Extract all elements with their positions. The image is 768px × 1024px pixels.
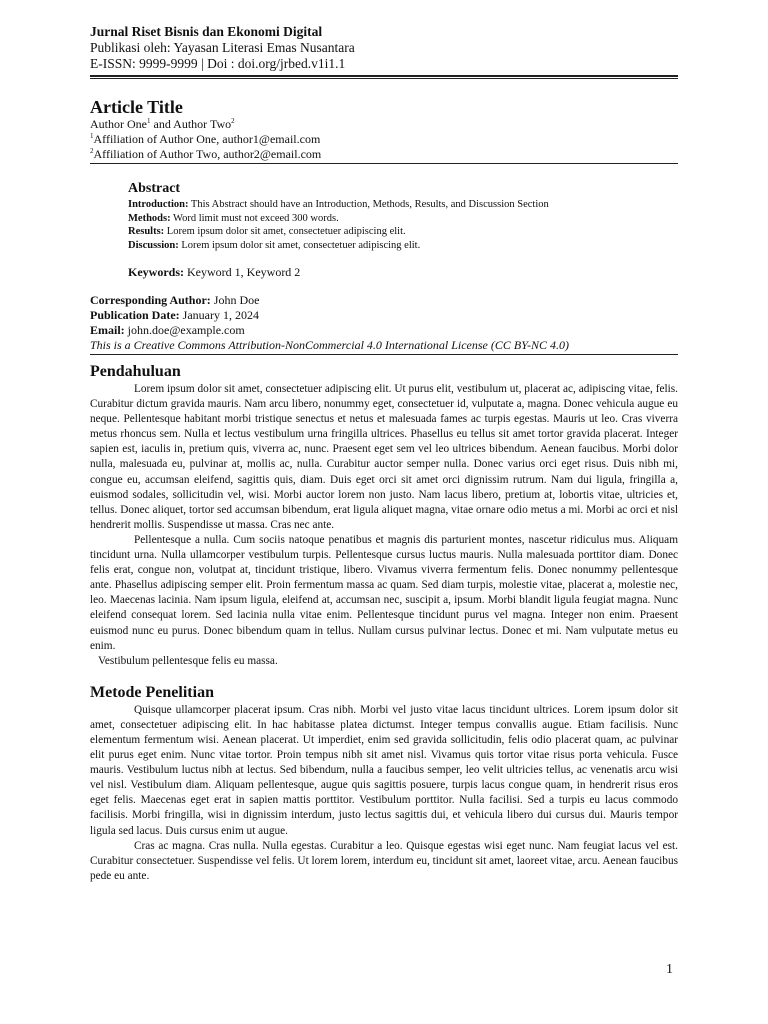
- aff2-text: Affiliation of Author Two, author2@email.com: [93, 147, 322, 161]
- aff2-sup: 2: [90, 147, 94, 155]
- methods-label: Methods:: [128, 212, 171, 224]
- discussion-text: Lorem ipsum dolor sit amet, consectetuer adipiscing elit.: [178, 239, 421, 251]
- email-label: Email:: [90, 323, 125, 337]
- affiliation-two: [90, 147, 678, 162]
- header-divider: [90, 75, 678, 79]
- publisher-line: Publikasi oleh: Yayasan Literasi Emas Nusantara: [90, 40, 355, 55]
- paragraph: Pellentesque a nulla. Cum sociis natoque penatibus et magnis dis parturient montes, nascetur ridiculus mus. Aliquam tincidunt urna. Nulla ullamcorper vestibulum turpis. Pellentesque cursus luctus mauris. Nulla malesuada porttitor diam. Donec felis erat, congue non, volutpat at, tincidunt tristique, libero. Vivamus viverra fermentum felis. Donec nonummy pellentesque ante. Phasellus adipiscing semper elit. Proin fermentum massa ac quam. Sed diam turpis, molestie vitae, placerat a, molestie nec, leo. Maecenas lacinia. Nam ipsum ligula, eleifend at, accumsan nec, suscipit a, ipsum. Morbi blandit ligula feugiat magna. Nunc eleifend consequat lorem. Sed lacinia nulla vitae enim. Pellentesque tincidunt purus vel magna. Integer non enim. Praesent euismod nunc eu purus. Donec bibendum quam in tellus. Nullam cursus pulvinar lectus. Donec et mi. Nam vulputate metus eu enim.: [90, 533, 678, 652]
- journal-header: [90, 24, 678, 79]
- abstract-discussion: [128, 239, 668, 253]
- meta-divider: [90, 354, 678, 355]
- methods-text: Word limit must not exceed 300 words.: [170, 212, 339, 224]
- author-two-sup: 2: [231, 117, 235, 125]
- license-line: This is a Creative Commons Attribution-NonCommercial 4.0 International License (CC BY-NC 4.0): [90, 338, 569, 352]
- author-one-sup: 1: [147, 117, 151, 125]
- paragraph: Lorem ipsum dolor sit amet, consectetuer adipiscing elit. Ut purus elit, vestibulum ut, placerat ac, adipiscing vitae, felis. Curabitur dictum gravida mauris. Nam arcu libero, nonummy eget, consectetuer id, vulputate a, magna. Donec vehicula augue eu neque. Pellentesque habitant morbi tristique senectus et netus et malesuada fames ac turpis egestas. Mauris ut leo. Cras viverra metus rhoncus sem. Nulla et lectus vestibulum urna fringilla ultrices. Phasellus eu tellus sit amet tortor gravida placerat. Integer sapien est, iaculis in, pretium quis, viverra ac, nunc. Praesent eget sem vel leo ultrices bibendum. Aenean faucibus. Morbi dolor nulla, malesuada eu, pulvinar at, mollis ac, nulla. Curabitur auctor semper nulla. Donec varius orci eget risus. Duis nibh mi, congue eu, accumsan eleifend, sagittis quis, diam. Duis eget orci sit amet orci dignissim rutrum. Nam dui ligula, fringilla a, euismod sodales, sollicitudin vel, wisi. Morbi auctor lorem non justo. Nam lacus libero, pretium at, lobortis vitae, ultricies et, tellus. Donec aliquet, tortor sed accumsan bibendum, erat ligula aliquet magna, vitae ornare odio metus a mi. Morbi ac orci et nisl hendrerit mollis. Suspendisse ut massa. Cras nec ante.: [90, 383, 678, 531]
- aff1-sup: 1: [90, 132, 94, 140]
- section-title-metode: Metode Penelitian: [90, 683, 214, 701]
- email-line: [90, 323, 678, 338]
- article-title: Article Title: [90, 97, 183, 117]
- journal-name: Jurnal Riset Bisnis dan Ekonomi Digital: [90, 24, 323, 39]
- abstract-methods: [128, 212, 668, 226]
- abstract-heading: Abstract: [128, 181, 181, 196]
- email-value: john.doe@example.com: [124, 323, 245, 337]
- keywords-label: Keywords:: [128, 265, 184, 279]
- publication-date: [90, 308, 678, 323]
- paragraph: Quisque ullamcorper placerat ipsum. Cras nibh. Morbi vel justo vitae lacus tincidunt ultrices. Lorem ipsum dolor sit amet, consectetuer adipiscing elit. In hac habitasse platea dictumst. Integer tempus convallis augue. Etiam facilisis. Nunc elementum fermentum wisi. Aenean placerat. Ut imperdiet, enim sed gravida sollicitudin, felis odio placerat quam, ac pulvinar elit purus eget enim. Nunc vitae tortor. Proin tempus nibh sit amet nisl. Vivamus quis tortor vitae risus porta vehicula. Fusce mauris. Vestibulum luctus nibh at lectus. Sed bibendum, nulla a faucibus semper, leo velit ultricies tellus, ac venenatis arcu wisi vel nisl. Vestibulum diam. Aliquam pellentesque, augue quis sagittis posuere, turpis lacus congue quam, in hendrerit risus eros eget felis. Maecenas eget erat in sapien mattis porttitor. Vestibulum porttitor. Nulla facilisi. Sed a turpis eu lacus commodo facilisis. Morbi fringilla, wisi in dignissim interdum, justo lectus sagittis dui, et vehicula libero dui cursus dui. Mauris tempor ligula sed lacus. Duis cursus enim ut augue.: [90, 703, 678, 837]
- author-two: Author Two: [173, 117, 232, 131]
- paragraph: Vestibulum pellentesque felis eu massa.: [98, 654, 278, 667]
- intro-label: Introduction:: [128, 199, 189, 210]
- author-one: Author One: [90, 117, 147, 131]
- section-title-pendahuluan: Pendahuluan: [90, 363, 181, 380]
- abstract-block: [128, 181, 668, 280]
- authors-and: and: [150, 117, 174, 131]
- paragraph: Cras ac magna. Cras nulla. Nulla egestas. Curabitur a leo. Quisque egestas wisi eget nunc. Nam feugiat lacus vel est. Curabitur consectetuer. Suspendisse vel felis. Ut lorem lorem, interdum eu, tincidunt sit amet, laoreet vitae, arcu. Aenean faucibus pede eu ante.: [90, 839, 678, 882]
- discussion-label: Discussion:: [128, 239, 179, 251]
- document-page: [90, 24, 678, 884]
- pubdate-value: January 1, 2024: [179, 308, 259, 322]
- corresponding-value: John Doe: [210, 293, 260, 307]
- pubdate-label: Publication Date:: [90, 308, 180, 322]
- page-number: 1: [666, 962, 673, 977]
- intro-text: This Abstract should have an Introduction, Methods, Results, and Discussion Section: [188, 199, 549, 210]
- abstract-results: [128, 225, 668, 239]
- aff1-text: Affiliation of Author One, author1@email.com: [93, 132, 321, 146]
- affiliation-one: [90, 132, 678, 147]
- results-text: Lorem ipsum dolor sit amet, consectetuer adipiscing elit.: [164, 226, 406, 237]
- authors-line: [90, 117, 678, 132]
- corresponding-label: Corresponding Author:: [90, 293, 211, 307]
- keywords-text: Keyword 1, Keyword 2: [184, 265, 301, 279]
- article-meta: [90, 293, 678, 353]
- keywords-line: [128, 265, 668, 280]
- title-divider: [90, 163, 678, 164]
- results-label: Results:: [128, 226, 165, 237]
- corresponding-author: [90, 293, 678, 308]
- abstract-introduction: [128, 198, 668, 212]
- issn-doi-line: E-ISSN: 9999-9999 | Doi : doi.org/jrbed.v1i1.1: [90, 56, 346, 71]
